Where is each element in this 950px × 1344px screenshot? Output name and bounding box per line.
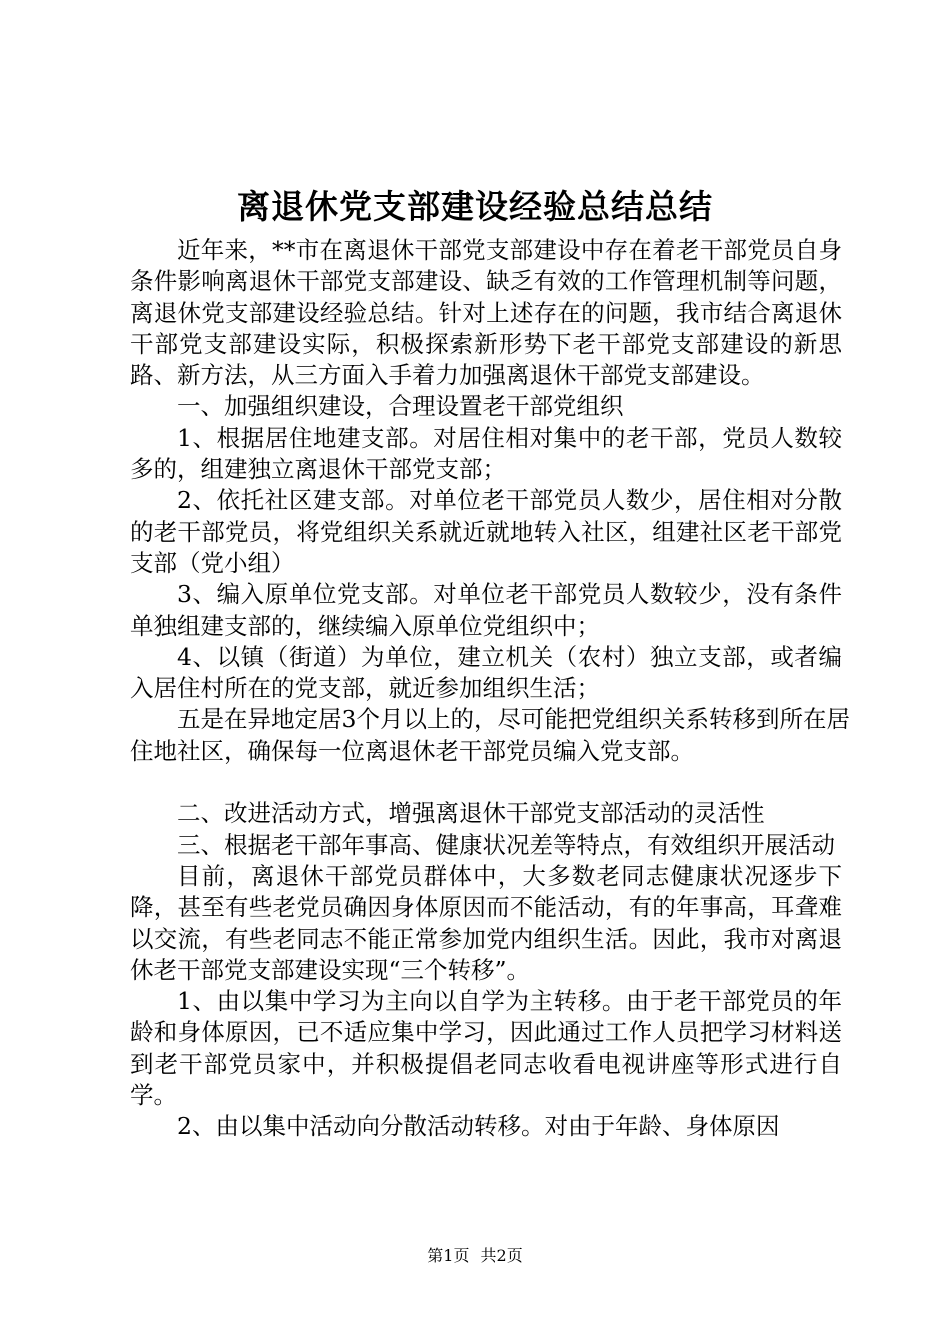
- paragraph-item-1: 1、根据居住地建支部。对居住相对集中的老干部，党员人数较多的，组建独立离退休干部党支部；: [130, 423, 842, 484]
- paragraph-section-3-heading: 三、根据老干部年事高、健康状况差等特点，有效组织开展活动: [177, 830, 835, 859]
- paragraph-item-3: 3、编入原单位党支部。对单位老干部党员人数较少，没有条件单独组建支部的，继续编入原单位党组织中；: [130, 580, 842, 640]
- paragraph-transfer-1: 1、由以集中学习为主向以自学为主转移。由于老干部党员的年龄和身体原因，已不适应集中学习，因此通过工作人员把学习材料送到老干部党员家中，并积极提倡老同志收看电视讲座等形式进行自学。: [130, 987, 842, 1110]
- paragraph-item-5: 五是在异地定居3个月以上的，尽可能把党组织关系转移到所在居住地社区，确保每一位离退休老干部党员编入党支部。: [130, 705, 850, 765]
- document-title: 离退休党支部建设经验总结总结: [237, 187, 713, 226]
- paragraph-item-2: 2、依托社区建支部。对单位老干部党员人数少，居住相对分散的老干部党员，将党组织关系就近就地转入社区，组建社区老干部党支部（党小组）: [130, 486, 842, 577]
- paragraph-current-situation: 目前，离退休干部党员群体中，大多数老同志健康状况逐步下降，甚至有些老党员确因身体原因而不能活动，有的年事高，耳聋难以交流，有些老同志不能正常参加党内组织生活。因此，我市对离退休老干部党支部建设实现“三个转移”。: [130, 861, 842, 984]
- page-footer: [0, 1244, 950, 1268]
- paragraph-item-4: 4、以镇（街道）为单位，建立机关（农村）独立支部，或者编入居住村所在的党支部，就近参加组织生活；: [130, 642, 842, 703]
- page-number: 第1页: [427, 1246, 470, 1265]
- document-body: [130, 235, 850, 1143]
- paragraph-spacer: [130, 767, 842, 798]
- paragraph-section-2-heading: 二、改进活动方式，增强离退休干部党支部活动的灵活性: [177, 799, 765, 828]
- paragraph-section-1-heading: 一、加强组织建设，合理设置老干部党组织: [177, 392, 624, 421]
- paragraph-transfer-2: 2、由以集中活动向分散活动转移。对由于年龄、身体原因: [177, 1112, 780, 1141]
- page-total: 共2页: [480, 1246, 523, 1265]
- paragraph-intro: 近年来，**市在离退休干部党支部建设中存在着老干部党员自身条件影响离退休干部党支部建设、缺乏有效的工作管理机制等问题，离退休党支部建设经验总结。针对上述存在的问题，我市结合离退休干部党支部建设实际，积极探索新形势下老干部党支部建设的新思路、新方法，从三方面入手着力加强离退休干部党支部建设。: [130, 236, 842, 390]
